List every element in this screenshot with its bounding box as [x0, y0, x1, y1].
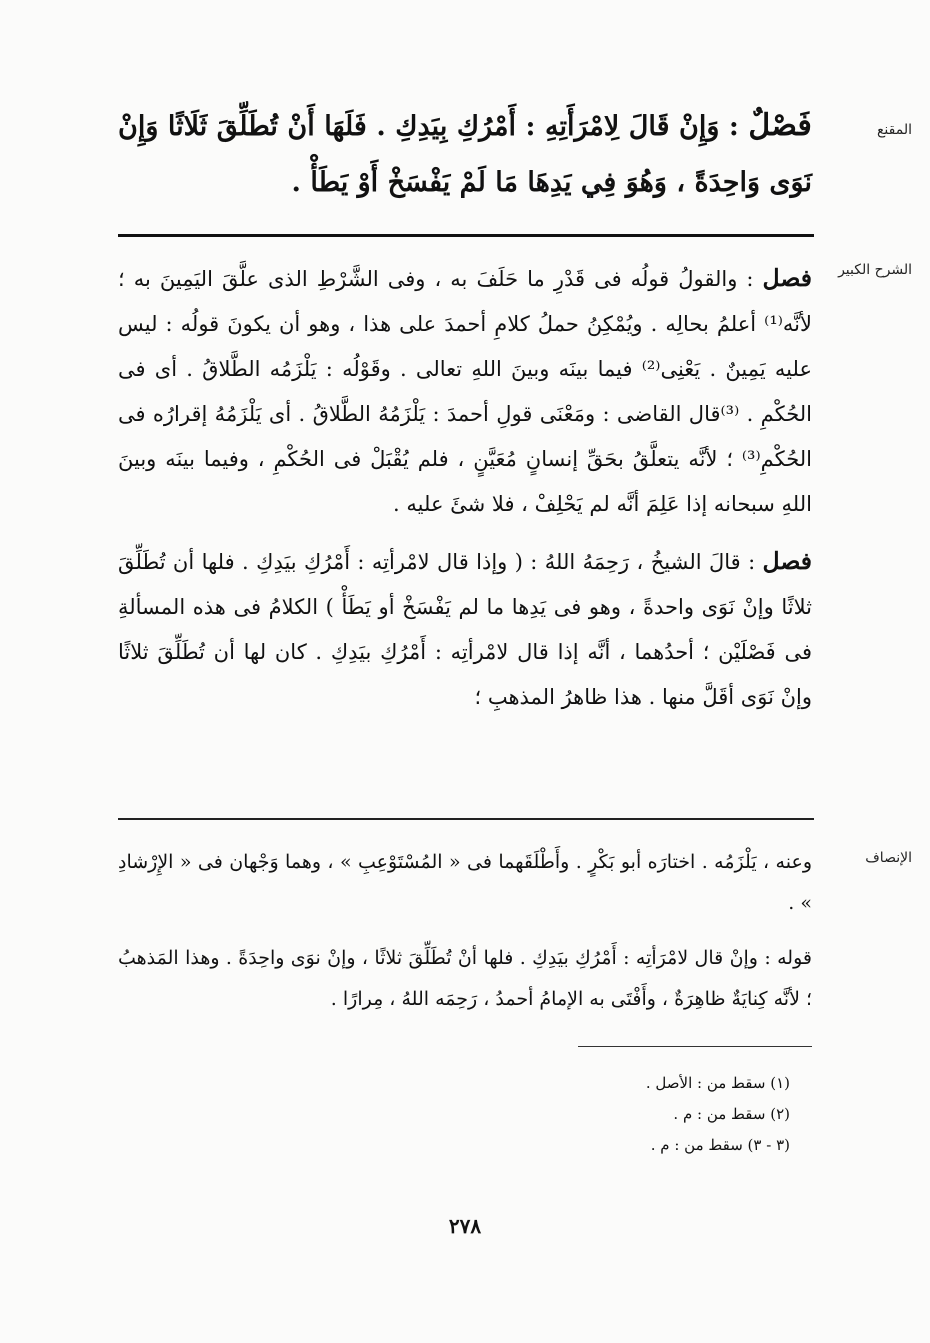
sharh-paragraph-1: [118, 256, 812, 527]
muqni-text: : وَإِنْ قَالَ لِامْرَأَتِهِ : أَمْرُكِ بِيَدِكِ . فَلَهَا أَنْ تُطَلِّقَ ثَلَاثًا وَإِنْ نَوَى وَاحِدَةً ، وَهُوَ فِي يَدِهَا مَا لَمْ يَفْسَخْ أَوْ يَطَأْ .: [118, 111, 812, 198]
section-divider-thick: [118, 234, 814, 237]
muqni-label: المقنع: [876, 122, 912, 138]
insaf-paragraph-2: قوله : وإنْ قال لامْرَأتِه : أَمْرُكِ بيَدِكِ . فلها أنْ تُطَلِّقَ ثلاثًا ، وإنْ نوَى واحِدَةً . وهذا المَذهبُ ؛ لأنَّه كِنايَةٌ ظاهِرَةٌ ، وأَفْتَى به الإمامُ أحمدُ ، رَحِمَه اللهُ ، مِرارًا .: [118, 947, 812, 1010]
sharh-p2-text: : قالَ الشيخُ ، رَحِمَهُ اللهُ : ( وإذا قال لامْرأتِه : أَمْرُكِ بيَدِكِ . فلها أن تُطَلِّقَ ثلاثًا وإنْ نَوَى واحدةً ، وهو فى يَدِها ما لم يَفْسَخْ أو يَطَأْ ) الكلامُ فى هذه المسألةِ فى فَصْلَيْن ؛ أحدُهما ، أنَّه إذا قال لامْرأتِه : أَمْرُكِ بيَدِكِ . كان لها أن تُطَلِّقَ ثلاثًا وإنْ نَوَى أقَلَّ منها . هذا ظاهرُ المذهبِ ؛: [118, 550, 812, 709]
footnote-3: (٣ - ٣) سقط من : م .: [650, 1136, 790, 1154]
sharh-text-block: [118, 256, 812, 720]
muqni-heading: فَصْلٌ: [748, 108, 812, 143]
sharh-p1-text: : والقولُ قولُه فى قَدْرِ ما حَلَفَ به ، وفى الشَّرْطِ الذى علَّقَ اليَمِينَ به ؛ لأنَّه⁽¹⁾ أعلمُ بحالِه . ويُمْكِنُ حملُ كلامِ أحمدَ على هذا ، وهو أن يكونَ قولُه : ليس عليه يَمِينٌ . يَعْنِى⁽²⁾ فيما بينَه وبينَ اللهِ تعالى . وقَوْلُه : يَلْزَمُه الطَّلاقُ . أى فى الحُكْمِ . ⁽³⁾قال القاضى : ومَعْنَى قولِ أحمدَ : يَلْزَمُهُ الطَّلاقُ . أى يَلْزَمُهُ إقرارُه فى الحُكْمِ⁽³⁾ ؛ لأنَّه يتعلَّقُ بحَقِّ إنسانٍ مُعَيَّنٍ ، فلم يُقْبَلْ فى الحُكْمِ ، وفيما بينَه وبينَ اللهِ سبحانه إذا عَلِمَ أنَّه لم يَحْلِفْ ، فلا شئَ عليه .: [118, 267, 812, 516]
footnotes: [646, 1068, 790, 1161]
footnote-1: (١) سقط من : الأصل .: [645, 1074, 790, 1092]
page-number: ٢٧٨: [448, 1214, 482, 1238]
sharh-p1-heading: فصل: [762, 264, 812, 292]
muqni-text-block: [118, 98, 812, 211]
footnote-divider: [578, 1046, 812, 1047]
insaf-text-block: [118, 842, 812, 1020]
footnote-2: (٢) سقط من : م .: [673, 1105, 790, 1123]
insaf-label: الإنصاف: [865, 850, 912, 866]
insaf-paragraph-1: وعنه ، يَلْزَمُه . اختارَه أبو بَكْرٍ . وأَطْلَقَهما فى « المُسْتَوْعِبِ » ، وهما وَجْهان فى « الإِرْشادِ » .: [118, 851, 812, 914]
sharh-label: الشرح الكبير: [838, 262, 912, 278]
sharh-p2-heading: فصل: [762, 547, 812, 575]
section-divider-thin: [118, 818, 814, 820]
sharh-paragraph-2: [118, 539, 812, 720]
